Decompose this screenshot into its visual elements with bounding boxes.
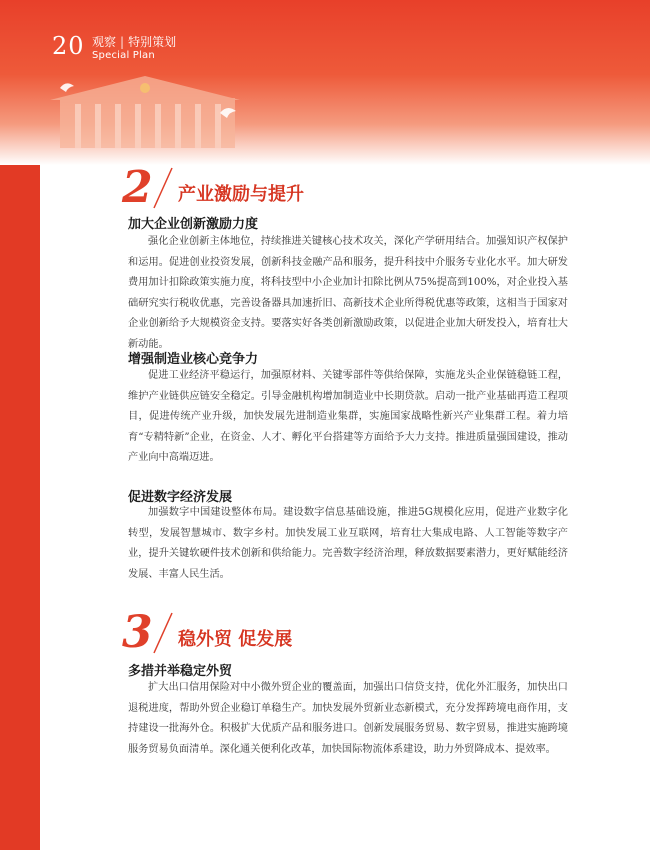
section-number: 3 [122, 607, 153, 658]
paragraph: 扩大出口信用保险对中小微外贸企业的覆盖面，加强出口信贷支持，优化外汇服务，加快出口退税进度，帮助外贸企业稳订单稳生产。加快发展外贸新业态新模式，充分发挥跨境电商作用，支持建设一批海外仓。积极扩大优质产品和服务进口。创新发展服务贸易、数字贸易，推进实施跨境服务贸易负面清单。深化通关便利化改革，加快国际物流体系建设，助力外贸降成本、提效率。 [128, 682, 568, 755]
paragraph: 强化企业创新主体地位，持续推进关键核心技术攻关，深化产学研用结合。加强知识产权保护和运用。促进创业投资发展，创新科技金融产品和服务，提升科技中介服务专业化水平。加大研发费用加计扣除政策实施力度，将科技型中小企业加计扣除比例从75%提高到100%，对企业投入基础研究实行税收优惠，完善设备器具加速折旧、高新技术企业所得税优惠等政策，这相当于国家对企业创新给予大规模资金支持。要落实好各类创新激励政策，以促进企业加大研发投入，培育壮大新动能。 [128, 236, 568, 350]
column-title-separator: | [120, 35, 125, 49]
left-accent-bar [0, 165, 40, 850]
page-header [0, 0, 650, 165]
paragraph: 加强数字中国建设整体布局。建设数字信息基础设施，推进5G规模化应用，促进产业数字化转型，发展智慧城市、数字乡村。加快发展工业互联网，培育壮大集成电路、人工智能等数字产业，提升关键软硬件技术创新和供给能力。完善数字经济治理，释放数据要素潜力，更好赋能经济发展、丰富人民生活。 [128, 507, 568, 580]
section-number: 2 [122, 162, 153, 213]
section-title: 产业激励与提升 [178, 184, 304, 205]
section-title: 稳外贸 促发展 [178, 629, 293, 650]
subsection-heading: 增强制造业核心竞争力 [128, 352, 259, 367]
page-number: 20 [52, 32, 85, 60]
column-title-right: 特别策划 [128, 35, 177, 49]
slash-decoration-icon [152, 166, 174, 210]
column-subtitle: Special Plan [92, 50, 155, 61]
subsection-heading: 加大企业创新激励力度 [128, 217, 259, 232]
subsection-heading: 促进数字经济发展 [128, 490, 233, 505]
column-title [92, 33, 176, 50]
column-title-left: 观察 [92, 35, 117, 49]
subsection-heading: 多措并举稳定外贸 [128, 664, 233, 679]
great-hall-illustration [40, 58, 250, 148]
paragraph: 促进工业经济平稳运行，加强原材料、关键零部件等供给保障，实施龙头企业保链稳链工程，维护产业链供应链安全稳定。引导金融机构增加制造业中长期贷款。启动一批产业基础再造工程项目，促进传统产业升级，加快发展先进制造业集群，实施国家战略性新兴产业集群工程。着力培育“专精特新”企业，在资金、人才、孵化平台搭建等方面给予大力支持。推进质量强国建设，推动产业向中高端迈进。 [128, 370, 568, 463]
slash-decoration-icon [152, 611, 174, 655]
